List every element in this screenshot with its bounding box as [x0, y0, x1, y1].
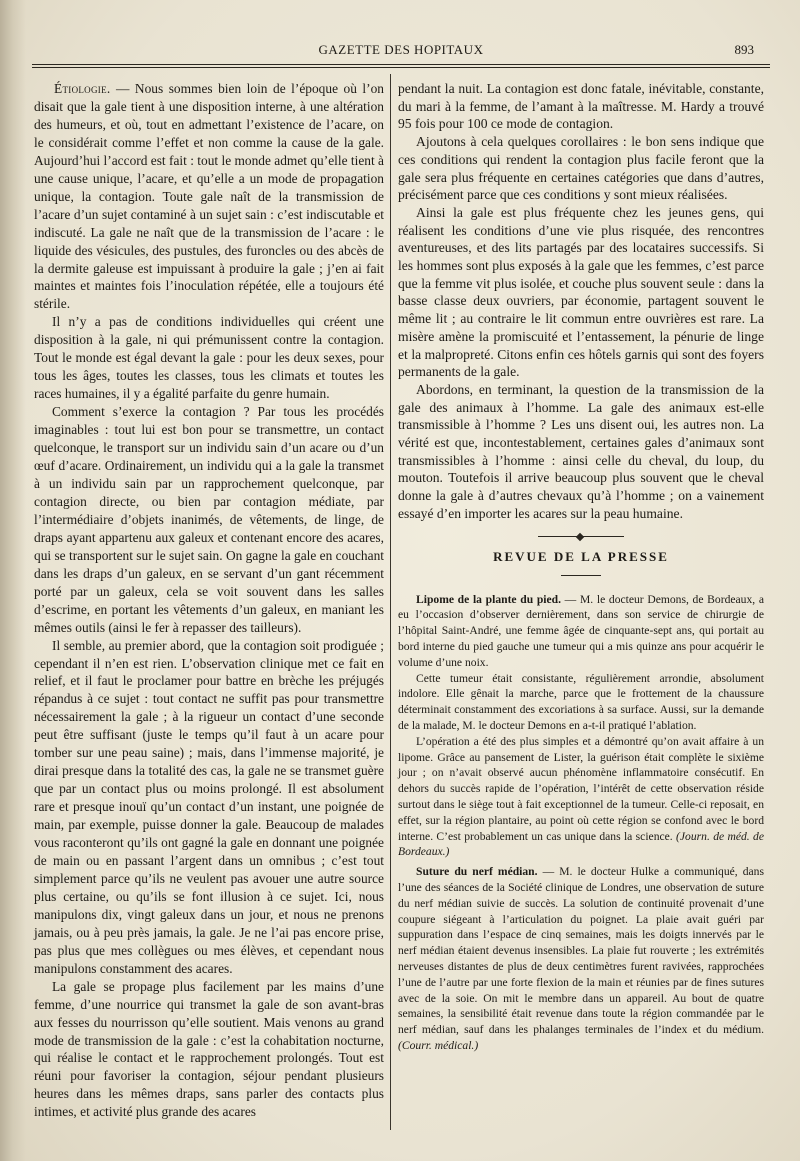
etiologie-paragraph [34, 80, 384, 313]
review-section-rule [561, 575, 601, 576]
page-binding-shadow [0, 0, 26, 1161]
jeunes-gens-paragraph: Ainsi la gale est plus fréquente chez les jeunes gens, qui réalisent les conditions d’une vie plus risquée, des rencontres aventureuses, et des lits partagés par des locataires successifs. Si les hommes sont plus exposés à la gale que les femmes, c’est parce que la femme vit plus isolée, et couche plus souvent seule : dans la basse classe deux ouvriers, par économie, partagent souvent le même lit ; au contraire le lit commun entre ouvrières est rare. La misère amène la promiscuité et l’entassement, la pénurie de linge et la malpropreté. Citons enfin ces hôtels garnis qui sont des foyers permanents de la gale. [398, 204, 764, 380]
left-column [34, 80, 384, 1121]
lipome-text: — M. le docteur Demons, de Bordeaux, a eu l’occasion d’observer dernièrement, dans son service de chirurgie de l’hôpital Saint-André, une femme âgée de cinquante-sept ans, qui portait au bord interne du pied gauche une tumeur qui a mis quinze ans pour acquérir le volume d’une noix. [398, 592, 764, 669]
column-divider [390, 74, 391, 1130]
page-header [30, 40, 772, 62]
header-rule [32, 64, 770, 65]
corollaires-paragraph: Ajoutons à cela quelques corollaires : le bon sens indique que ces conditions qui rendent la contagion plus facile feront que la gale sera plus fréquente en certaines catégories que dans d’autres, précisément parce que ces conditions y sont mieux réalisées. [398, 134, 764, 203]
page-number: 893 [734, 42, 754, 57]
review-section-title: REVUE DE LA PRESSE [493, 548, 669, 564]
suture-source: (Courr. médical.) [398, 1038, 479, 1052]
contagion-paragraph: Comment s’exerce la contagion ? Par tous les procédés imaginables : tout lui est bon pour se transmettre, un contact quelconque, le transport sur un individu sain d’un acare ou d’un œuf d’acare. Ordinairement, un individu qui a la gale la transmet à un individu sain par un rapprochement quelconque, par contagion directe, ou bien par contagion médiate, par l’intermédiaire d’objets inanimés, de vêtements, de linge, de draps ayant appartenu aux galeux et contenant encore des acares, qui se transportent sur le sujet sain. On gagne la gale en couchant dans les draps d’un galeux, en se servant d’un gant récemment porté par un galeux, cela se voit souvent dans les salles d’escrime, en portant les vêtements d’un galeux, en maniant les mêmes outils (ainsi le fer à repasser des tailleurs). [34, 404, 384, 635]
review-articles [398, 592, 764, 1054]
suture-text: — M. le docteur Hulke a communiqué, dans l’une des séances de la Société clinique de Londres, une observation de suture du nerf médian suivie de succès. La solution de continuité provenait d’une coupure siégeant à l’articulation du poignet. La plaie avait guéri par suppuration dans l’espace de cinq semaines, mais les doigts innervés par le nerf médian étaient devenus insensibles. La plaie fut rouverte ; les extrémités nerveuses distantes de plus de deux centimètres furent ravivées, rapprochées l’une de l’autre par une forte flexion de la main et réunies par de fines sutures avec de la soie. On mit le membre dans un appareil. Au bout de quatre semaines, la sensibilité était revenue dans toute la région commandée par le nerf médian, sauf dans les phalanges terminales de l’index et du médium. [398, 865, 764, 1037]
suture-heading: Suture du nerf médian. [416, 865, 538, 879]
propagation-paragraph: La gale se propage plus facilement par les mains d’une femme, d’une nourrice qui transmet la gale de son avant-bras aux fesses du nourrisson qu’elle soutient. Mais venons au grand mode de transmission de la gale : c’est la cohabitation nocturne, qui réalise le contact et le rapprochement prolongés. Tout est réuni pour favoriser la contagion, séjour pendant plusieurs heures dans les mêmes draps, sans parler des contacts plus intimes, et activité plus grande des acares [34, 978, 384, 1120]
lipome-paragraph-2: Cette tumeur était consistante, régulièrement arrondie, absolument indolore. Elle gênait la marche, parce que le frottement de la chaussure déterminait constamment des excoriations à sa surface. Aussi, sur la demande de la malade, M. le docteur Demons en a-t-il pratiqué l’ablation. [398, 671, 764, 732]
lipome-article [398, 592, 764, 671]
right-column-continuation [398, 80, 764, 523]
conditions-paragraph: Il n’y a pas de conditions individuelles qui créent une disposition à la gale, ni qui prémunissent contre la contagion. Tout le monde est égal devant la gale : pour les deux sexes, pour tous les âges, toutes les classes, tous les climats et toutes les races humaines, il y a égalité parfaite du genre humain. [34, 314, 384, 402]
ornament-diamond-icon [576, 532, 584, 540]
lipome-heading: Lipome de la plante du pied. [416, 592, 561, 606]
right-column [398, 80, 764, 1054]
lipome-paragraph-3 [398, 734, 764, 860]
lipome-paragraph-3-text: L’opération a été des plus simples et a démontré qu’on avait affaire à un lipome. Grâce au pansement de Lister, la guérison était complète le sixième jour ; on n’avait observé aucun phénomène inflammatoire consécutif. En dehors du succès rapide de l’opération, l’intérêt de cette observation réside surtout dans le siège tout à fait exceptionnel de la tumeur. Celle-ci reposait, en effet, sur la région plantaire, au point où cette région se confond avec le bord interne. C’est probablement un cas unique dans la science. [398, 734, 764, 843]
section-ornament [538, 533, 624, 541]
lipome-source: (Journ. de méd. de Bordeaux.) [398, 829, 764, 859]
running-title: GAZETTE DES HOPITAUX [318, 42, 484, 57]
header-rule-double [32, 67, 770, 68]
etiologie-text: — Nous sommes bien loin de l’époque où l’on disait que la gale tient à une disposition interne, à une altération des humeurs, et où, tout en admettant l’existence de l’acare, on le considérait comme l’effet et non comme la cause de la gale. Aujourd’hui l’accord est fait : tout le monde admet qu’elle tient à une cause unique, l’acare, et qu’elle a un mode de propagation unique, la contagion. Toute gale naît de la transmission de l’acare d’un sujet contaminé à un sujet sain : c’est indiscutable et indiscuté. La gale ne naît que de la transmission de l’acare : le liquide des vésicules, des pustules, des furoncles ou des abcès de la dermite galeuse est impuissant à produire la gale ; j’en ai fait maintes et maintes fois l’inoculation répétée, elle a toujours été stérile. [34, 81, 384, 312]
etiologie-label: Étiologie. [54, 81, 111, 96]
contact-paragraph: Il semble, au premier abord, que la contagion soit prodiguée ; cependant il n’en est rien. L’observation clinique met ce fait en relief, et il faut le proclamer pour battre en brèche les préjugés répandus à ce sujet : tout contact ne suffit pas pour transmettre nécessairement la gale ; à la rigueur un contact d’une seconde peut être suffisant (juste le temps qu’il faut à un acare pour tomber sur une peau saine) ; mais, dans l’immense majorité, je dirai presque dans la totalité des cas, la gale ne se transmet guère que par un contact plus ou moins prolongé. Il est absolument rare et presque inouï qu’un contact d’un instant, une poignée de main, par exemple, puisse donner la gale. Beaucoup de malades vous raconteront qu’ils ont gagné la gale en donnant une poignée de main ou en passant l’argent dans un omnibus ; c’est tout simplement parce qu’ils ne veulent pas avouer une autre source plus certaine, ou qu’ils se font illusion à ce sujet. Ici, nous manipulons dix, vingt galeux dans un jour, et nous ne prenons jamais, ou à peu près jamais, la gale. Je ne l’ai pas encore prise, pas plus que mes collègues ou mes élèves, et cependant nous manipulons constamment des acares. [34, 637, 384, 976]
continuation-paragraph: pendant la nuit. La contagion est donc fatale, inévitable, constante, du mari à la femme, de l’amant à la maîtresse. M. Hardy a trouvé 95 fois pour 100 ce mode de contagion. [398, 81, 764, 132]
suture-article [398, 864, 764, 1054]
animaux-paragraph: Abordons, en terminant, la question de la transmission de la gale des animaux à l’homme. La gale des animaux est-elle transmissible à l’homme ? Les uns disent oui, les autres non. La vérité est que, incontestablement, certaines gales d’animaux sont transmissibles à l’homme : ainsi celle du cheval, du loup, du mouton. Toutefois il arrive beaucoup plus souvent que le cheval donne la gale à d’autres chevaux qu’à l’homme ; on a vainement essayé d’en importer les acares sur la peau humaine. [398, 381, 764, 521]
